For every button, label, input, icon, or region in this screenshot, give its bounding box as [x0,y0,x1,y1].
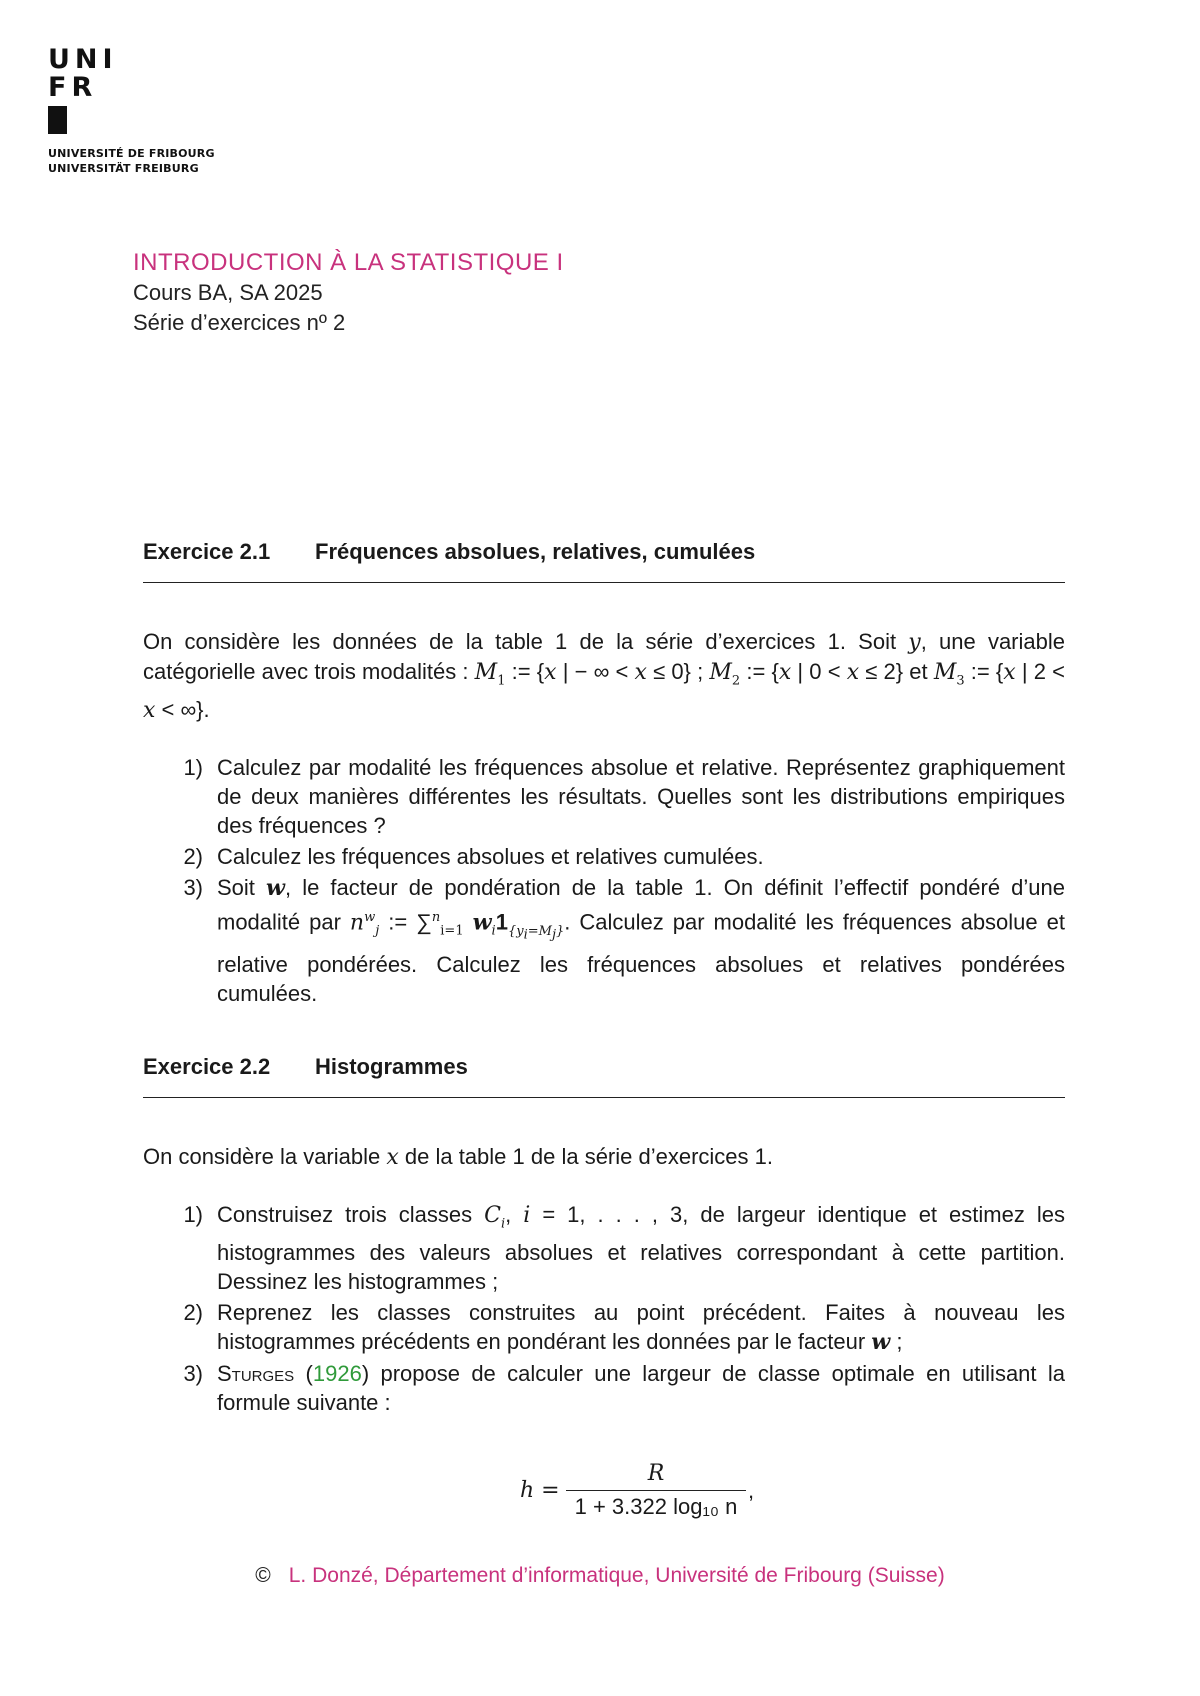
exercise-number: Exercice 2.2 [143,1054,271,1079]
list-item [143,1359,1065,1417]
logo-line-2: FR [48,72,98,103]
sturges-formula [520,1460,760,1524]
list-item [143,1200,1065,1296]
course-title: INTRODUCTION À LA STATISTIQUE I [133,249,564,276]
logo-sub-de: UNIVERSITÄT FREIBURG [48,162,199,175]
exercise-heading [143,1053,1065,1098]
list-item [143,842,1065,871]
item-text: Soit w, le facteur de pondération de la table 1. On définit l’effectif pondéré d’une modalité par $n^w_j$ := ∑$^n_{i=1}$ $w_i1_{\{y_i=M_j\}}$. Calculez par modalité les fréquences absolue et relative pondérées. Calculez les fréquences absolues et relatives pondérées cumulées. [217,875,1065,1006]
logo-subtitle [48,146,215,176]
course-info: Cours BA, SA 2025 [133,280,323,305]
item-number: 2) [183,1300,203,1326]
formula-numerator: R [647,1461,665,1486]
item-text: Calculez les fréquences absolues et relatives cumulées. [217,844,764,870]
citation-link[interactable]: 1926 [312,1361,362,1387]
item-number: 1) [183,1202,203,1227]
footer-text[interactable]: L. Donzé, Département d’informatique, Université de Fribourg (Suisse) [288,1564,945,1587]
item-text: Calculez par modalité les fréquences absolue et relative. Représentez graphiquement de deux manières différentes les résultats. Quelles sont les distributions empiriques des fréquences ? [217,755,1065,839]
item-text: Construisez trois classes $C_i$, i = 1, . . . , 3, de largeur identique et estimez les histogrammes des valeurs absolues et relatives correspondant à cette partition. Dessinez les histogrammes ; [217,1202,1065,1295]
formula-fraction [566,1460,746,1521]
item-number: 2) [183,844,203,870]
list-item [143,1298,1065,1357]
logo-line-1: UNI [48,44,118,75]
exercise-heading [143,538,1065,583]
formula-lhs: h = [520,1478,560,1503]
item-text: Sturges (1926) propose de calculer une largeur de classe optimale en utilisant la formule suivante : [217,1361,1065,1416]
fraction-bar [566,1490,746,1491]
logo-square [48,106,67,134]
item-text: Reprenez les classes construites au point précédent. Faites à nouveau les histogrammes précédents en pondérant les données par le facteur w ; [217,1300,1065,1356]
item-number: 1) [183,755,203,781]
logo-mark [48,46,215,134]
formula-comma: , [748,1478,755,1503]
exercise-2-2 [143,1053,1065,1419]
intro-text-a: On considère les données de la table 1 de la série d’exercices 1. Soit [143,629,909,654]
list-item [143,873,1065,1007]
list-item [143,753,1065,840]
exercise-intro: On considère les données de la table 1 de la série d’exercices 1. Soit y, une variable catégorielle avec trois modalités : $M_1$ := {x | − ∞ < x ≤ 0} ; $M_2$ := {x | 0 < x ≤ 2} et $M_3$ := {x | 2 < x < ∞}. [143,629,1066,724]
exercise-2-1 [143,538,1065,1010]
formula-denominator: 1 + 3.322 log₁₀ n [574,1494,738,1519]
item-number: 3) [183,875,203,901]
exercise-items [143,1200,1065,1417]
exercise-title: Histogrammes [315,1054,468,1079]
unifr-logo [48,46,215,176]
author-name: Sturges [217,1361,295,1387]
intro-text-b: , une variable catégorielle avec trois modalités : [143,629,1065,684]
copyright-icon: © [255,1564,271,1587]
exercise-items [143,753,1065,1007]
exercise-intro: On considère la variable x de la table 1 de la série d’exercices 1. [143,1144,773,1170]
exercise-title: Fréquences absolues, relatives, cumulées [315,539,756,564]
series-info: Série d’exercices nº 2 [133,310,346,335]
exercise-number: Exercice 2.1 [143,539,271,564]
logo-sub-fr: UNIVERSITÉ DE FRIBOURG [48,147,215,160]
document-header [133,248,564,338]
item-number: 3) [183,1361,203,1387]
page-footer [0,1564,1200,1588]
